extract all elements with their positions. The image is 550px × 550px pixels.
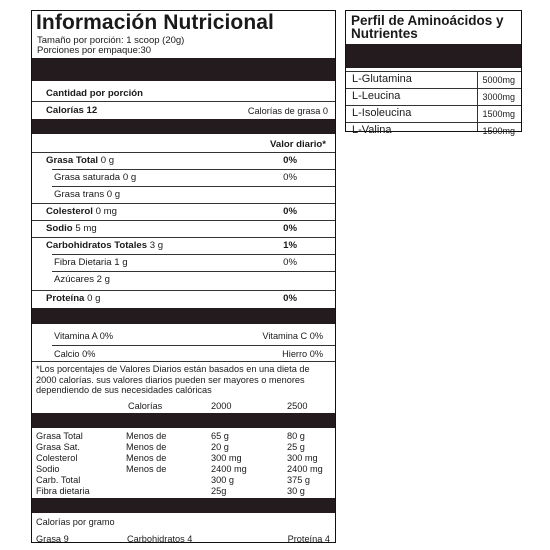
amount-per-serving: Cantidad por porción xyxy=(46,88,144,99)
nutrient-row xyxy=(54,172,136,183)
amino-row xyxy=(346,88,521,105)
nutrient-row xyxy=(46,240,163,251)
amino-title-line: Perfil de Aminoácidos y xyxy=(351,13,504,28)
reference-row xyxy=(36,486,335,497)
reference-table xyxy=(36,431,335,497)
nutrient-name: Grasa trans xyxy=(54,189,105,200)
calories-per-gram: Calorías por gramo xyxy=(36,517,115,527)
reference-value-2000: 2400 mg xyxy=(211,464,247,474)
nutrient-name: Grasa Total xyxy=(46,155,99,166)
amino-name: L-Isoleucina xyxy=(352,107,412,119)
nutrient-row xyxy=(46,293,100,304)
footnote-line: *Los porcentajes de Valores Diarios están basados en una dieta de xyxy=(36,364,310,374)
reference-row xyxy=(36,475,335,486)
amino-row xyxy=(346,122,521,139)
calories-from-fat: Calorías de grasa 0 xyxy=(247,106,328,116)
divider xyxy=(52,271,335,272)
nutrient-row xyxy=(54,257,128,268)
reference-qualifier: Menos de xyxy=(126,442,167,452)
nutrient-daily-value: 0% xyxy=(283,206,297,217)
nutrient-amount: 0 g xyxy=(87,293,101,304)
divider xyxy=(52,254,335,255)
reference-value-2500: 300 mg xyxy=(287,453,318,463)
amino-value: 1500mg xyxy=(482,126,515,136)
divider xyxy=(52,186,335,187)
nutrient-daily-value: 0% xyxy=(283,293,297,304)
thick-divider xyxy=(32,58,335,81)
amino-title-line: Nutrientes xyxy=(351,26,418,41)
nutrient-name: Fibra Dietaria xyxy=(54,257,112,268)
carb-per-gram: Carbohidratos 4 xyxy=(127,534,193,544)
footnote-line: 2000 calorías. sus valores diarios pueden ser mayores o menores xyxy=(36,374,305,385)
nutrient-name: Proteína xyxy=(46,293,85,304)
calories-label: Calorías xyxy=(46,105,84,116)
reference-calories-label: Calorías xyxy=(128,401,163,411)
nutrient-amount: 0 g xyxy=(100,155,115,166)
reference-value-2500: 30 g xyxy=(287,486,305,496)
thick-divider xyxy=(32,308,335,324)
divider xyxy=(32,237,335,238)
amino-row xyxy=(346,105,521,122)
iron: Hierro 0% xyxy=(282,349,323,359)
reference-row xyxy=(36,431,335,442)
serving-size: Tamaño por porción: 1 scoop (20g) xyxy=(37,35,185,46)
amino-name: L-Valina xyxy=(352,124,392,136)
reference-nutrient: Carb. Total xyxy=(36,475,81,485)
thick-divider xyxy=(32,119,335,134)
nutrition-title: Información Nutricional xyxy=(36,11,274,34)
reference-value-2000: 20 g xyxy=(211,442,229,452)
nutrient-name: Carbohidratos Totales xyxy=(46,240,148,251)
calcium: Calcio 0% xyxy=(54,349,96,359)
nutrient-amount: 0 g xyxy=(106,189,121,200)
divider xyxy=(32,152,335,153)
vitamin-a: Vitamina A 0% xyxy=(54,331,114,341)
reference-qualifier: Menos de xyxy=(126,431,167,441)
reference-value-2500: 80 g xyxy=(287,431,305,441)
nutrient-name: Azúcares xyxy=(54,274,94,285)
reference-col-2500: 2500 xyxy=(287,401,308,411)
vitamin-c: Vitamina C 0% xyxy=(262,331,323,341)
amino-title xyxy=(351,14,504,40)
nutrient-row xyxy=(46,223,97,234)
daily-value-header: Valor diario* xyxy=(270,139,326,150)
nutrition-facts-panel xyxy=(31,10,336,543)
nutrient-amount: 5 mg xyxy=(75,223,97,234)
reference-row xyxy=(36,442,335,453)
nutrient-amount: 3 g xyxy=(149,240,164,251)
reference-nutrient: Grasa Total xyxy=(36,431,83,441)
protein-per-gram: Proteína 4 xyxy=(287,534,330,544)
thick-divider xyxy=(346,44,521,68)
reference-row xyxy=(36,464,335,475)
reference-nutrient: Sodio xyxy=(36,464,60,474)
amino-name: L-Leucina xyxy=(352,90,401,102)
reference-row xyxy=(36,453,335,464)
reference-qualifier: Menos de xyxy=(126,453,167,463)
divider xyxy=(52,169,335,170)
amino-name: L-Glutamina xyxy=(352,73,412,85)
nutrient-name: Grasa saturada xyxy=(54,172,121,183)
amino-row xyxy=(346,71,521,88)
nutrient-daily-value: 0% xyxy=(283,257,297,268)
nutrient-amount: 2 g xyxy=(96,274,111,285)
nutrient-row xyxy=(46,206,117,217)
nutrient-amount: 1 g xyxy=(114,257,128,268)
reference-value-2500: 2400 mg xyxy=(287,464,323,474)
nutrient-daily-value: 0% xyxy=(283,155,297,166)
thick-divider xyxy=(32,498,335,513)
thick-divider xyxy=(32,413,335,428)
fat-per-gram: Grasa 9 xyxy=(36,534,69,544)
daily-value-footnote xyxy=(36,364,310,396)
servings-label: Porciones por empaque: xyxy=(37,45,141,56)
divider xyxy=(32,220,335,221)
reference-value-2500: 25 g xyxy=(287,442,305,452)
column-divider xyxy=(477,71,478,131)
reference-nutrient: Colesterol xyxy=(36,453,78,463)
amino-profile-panel xyxy=(345,10,522,136)
nutrient-amount: 0 mg xyxy=(95,206,117,217)
reference-value-2000: 25g xyxy=(211,486,227,496)
amino-value: 3000mg xyxy=(482,92,515,102)
nutrient-row xyxy=(54,189,120,200)
calories-row xyxy=(46,105,97,116)
reference-qualifier: Menos de xyxy=(126,464,167,474)
nutrient-name: Sodio xyxy=(46,223,73,234)
divider xyxy=(32,290,335,291)
reference-value-2000: 300 g xyxy=(211,475,234,485)
footnote-line: dependiendo de sus necesidades calóricas xyxy=(36,385,212,395)
nutrient-daily-value: 0% xyxy=(283,172,297,183)
amino-value: 5000mg xyxy=(482,75,515,85)
nutrient-amount: 0 g xyxy=(122,172,137,183)
nutrient-daily-value: 0% xyxy=(283,223,297,234)
nutrient-row xyxy=(54,274,110,285)
divider xyxy=(32,101,335,102)
nutrient-daily-value: 1% xyxy=(283,240,297,251)
reference-value-2000: 65 g xyxy=(211,431,229,441)
divider xyxy=(52,345,335,346)
reference-col-2000: 2000 xyxy=(211,401,232,411)
amino-value: 1500mg xyxy=(482,109,515,119)
divider xyxy=(32,203,335,204)
divider xyxy=(32,361,335,362)
nutrient-row xyxy=(46,155,114,166)
servings-per-container xyxy=(37,45,151,56)
calories-value: 12 xyxy=(86,105,98,116)
servings-value: 30 xyxy=(140,45,152,56)
reference-value-2500: 375 g xyxy=(287,475,310,485)
reference-value-2000: 300 mg xyxy=(211,453,242,463)
reference-nutrient: Fibra dietaria xyxy=(36,486,90,496)
reference-nutrient: Grasa Sat. xyxy=(36,442,80,452)
nutrient-name: Colesterol xyxy=(46,206,93,217)
